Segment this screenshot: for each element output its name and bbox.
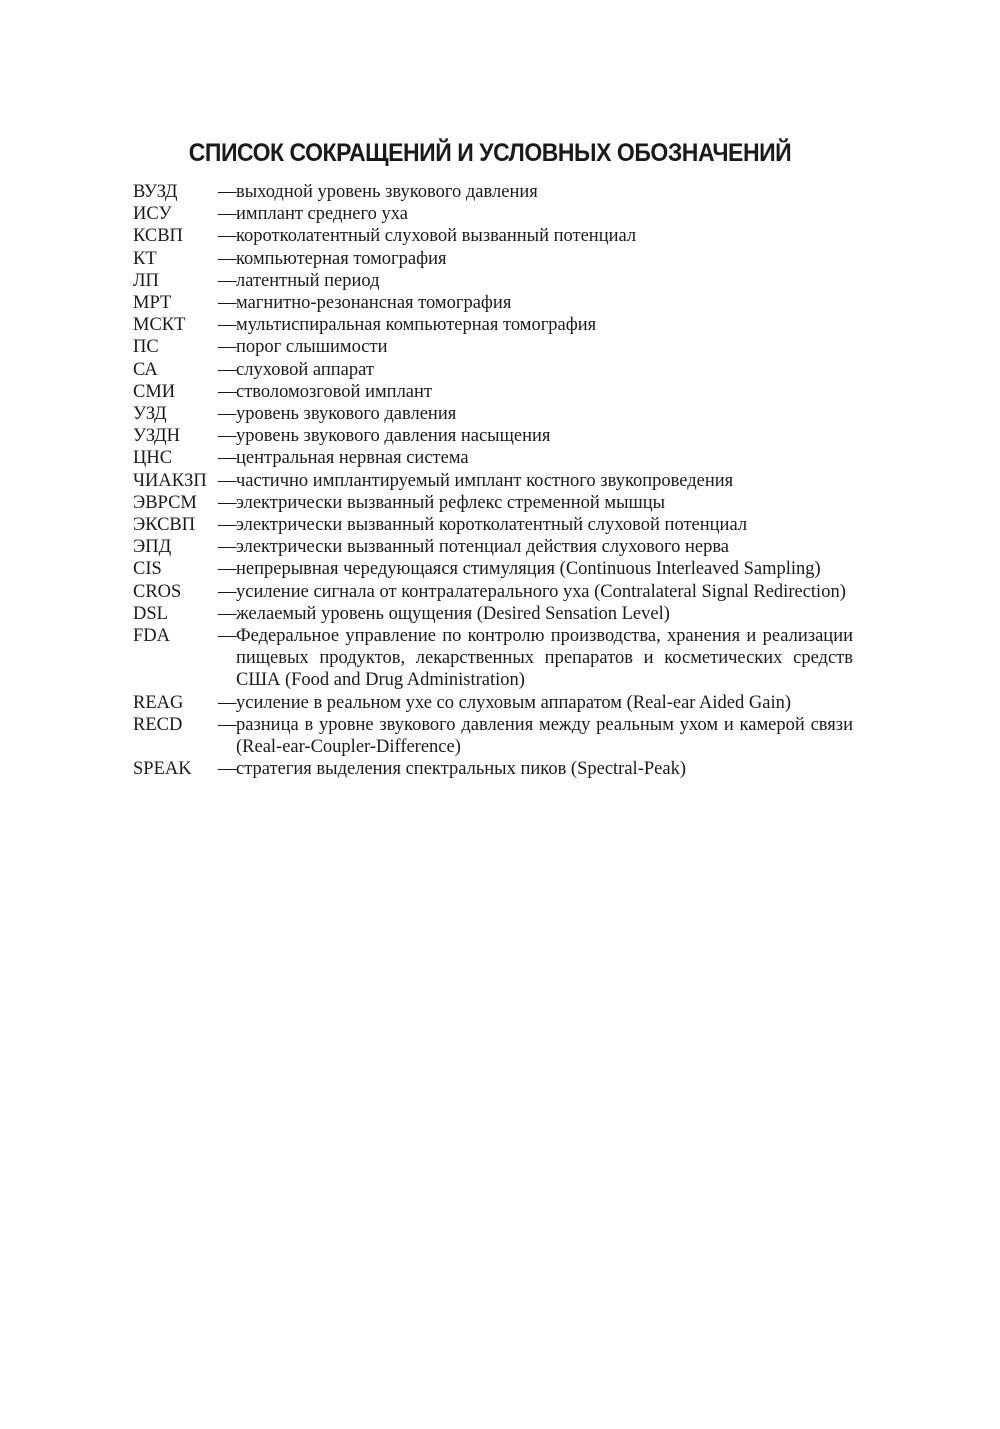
list-item — [133, 359, 853, 381]
dash-separator: — — [218, 182, 237, 202]
definition: уровень звукового давления насыщения — [236, 426, 551, 447]
list-item — [133, 758, 853, 780]
list-item — [133, 536, 853, 558]
dash-separator: — — [218, 559, 237, 580]
definition: частично имплантируемый имплант костного звукопроведения — [236, 470, 734, 491]
abbreviation: ЛП — [133, 270, 159, 291]
list-item — [133, 558, 853, 580]
definition: разница в уровне звукового давления между реальным ухом и камерой связи (Real-ear-Coupler-Difference) — [236, 714, 853, 758]
definition: магнитно-резонансная томография — [236, 293, 512, 314]
dash-separator: — — [218, 537, 237, 558]
list-item — [133, 292, 853, 314]
abbreviation: ВУЗД — [133, 182, 178, 202]
definition: выходной уровень звукового давления — [236, 182, 538, 202]
dash-separator: — — [218, 359, 237, 380]
abbreviation: RECD — [133, 714, 183, 735]
list-item — [133, 203, 853, 225]
abbreviation: СМИ — [133, 381, 176, 402]
definition: стволомозговой имплант — [236, 381, 433, 402]
abbreviation: ЭПД — [133, 537, 172, 558]
abbreviation: FDA — [133, 626, 171, 647]
dash-separator: — — [218, 603, 237, 624]
list-item — [133, 270, 853, 292]
definition: уровень звукового давления — [236, 404, 457, 425]
dash-separator: — — [218, 226, 237, 247]
dash-separator: — — [218, 448, 237, 469]
definition: стратегия выделения спектральных пиков (Spectral-Peak) — [236, 759, 686, 780]
list-item — [133, 248, 853, 270]
list-item — [133, 492, 853, 514]
abbreviation: DSL — [133, 603, 168, 624]
dash-separator: — — [218, 714, 237, 735]
list-item — [133, 181, 853, 203]
definition: непрерывная чередующаяся стимуляция (Continuous Interleaved Sampling) — [236, 559, 821, 580]
dash-separator: — — [218, 381, 237, 402]
list-item — [133, 514, 853, 536]
definition: порог слышимости — [236, 337, 388, 358]
abbreviation-list — [133, 181, 853, 780]
dash-separator: — — [218, 515, 237, 536]
dash-separator: — — [218, 204, 237, 225]
abbreviation: CIS — [133, 559, 162, 580]
definition: слуховой аппарат — [236, 359, 374, 380]
dash-separator: — — [218, 692, 237, 713]
definition: мультиспиральная компьютерная томография — [236, 315, 597, 336]
list-item — [133, 692, 853, 714]
abbreviation: КТ — [133, 248, 157, 269]
dash-separator: — — [218, 581, 237, 602]
abbreviation: ЦНС — [133, 448, 173, 469]
definition: центральная нервная система — [236, 448, 469, 469]
abbreviation: ИСУ — [133, 204, 172, 225]
definition: усиление в реальном ухе со слуховым аппаратом (Real-ear Aided Gain) — [236, 692, 792, 713]
abbreviation: ПС — [133, 337, 159, 358]
definition: имплант среднего уха — [236, 204, 408, 225]
definition: электрически вызванный рефлекс стременной мышцы — [236, 492, 666, 513]
list-item — [133, 470, 853, 492]
dash-separator: — — [218, 337, 237, 358]
list-item — [133, 581, 853, 603]
dash-separator: — — [218, 270, 237, 291]
definition: желаемый уровень ощущения (Desired Sensation Level) — [236, 603, 670, 624]
dash-separator: — — [218, 248, 237, 269]
list-item — [133, 625, 853, 692]
list-item — [133, 714, 853, 758]
definition: электрически вызванный потенциал действия слухового нерва — [236, 537, 730, 558]
list-item — [133, 314, 853, 336]
page-title: СПИСОК СОКРАЩЕНИЙ И УСЛОВНЫХ ОБОЗНАЧЕНИЙ — [188, 139, 792, 167]
dash-separator: — — [218, 426, 237, 447]
dash-separator: — — [218, 470, 237, 491]
abbreviation: МСКТ — [133, 315, 186, 336]
abbreviation: REAG — [133, 692, 184, 713]
list-item — [133, 447, 853, 469]
abbreviation: УЗДН — [133, 426, 180, 447]
list-item — [133, 403, 853, 425]
definition: усиление сигнала от контралатерального уха (Contralateral Signal Redirection) — [236, 581, 846, 602]
list-item — [133, 603, 853, 625]
dash-separator: — — [218, 626, 237, 647]
definition: электрически вызванный коротколатентный слуховой потенциал — [236, 515, 748, 536]
dash-separator: — — [218, 492, 237, 513]
abbreviation: СА — [133, 359, 158, 380]
list-item — [133, 381, 853, 403]
list-item — [133, 225, 853, 247]
list-item — [133, 425, 853, 447]
dash-separator: — — [218, 315, 237, 336]
abbreviation: SPEAK — [133, 759, 192, 780]
abbreviation: УЗД — [133, 404, 167, 425]
dash-separator: — — [218, 404, 237, 425]
dash-separator: — — [218, 759, 237, 780]
definition: коротколатентный слуховой вызванный потенциал — [236, 226, 637, 247]
definition: латентный период — [236, 270, 380, 291]
abbreviation: ЭВРСМ — [133, 492, 197, 513]
list-item — [133, 336, 853, 358]
abbreviation: МРТ — [133, 293, 172, 314]
abbreviation: CROS — [133, 581, 182, 602]
abbreviation: ЧИАКЗП — [133, 470, 207, 491]
definition: Федеральное управление по контролю производства, хранения и реализации пищевых продуктов, лекарственных препаратов и косметических средств США (Food and Drug Administration) — [236, 626, 853, 691]
abbreviation: ЭКСВП — [133, 515, 196, 536]
definition: компьютерная томография — [236, 248, 447, 269]
dash-separator: — — [218, 293, 237, 314]
abbreviation: КСВП — [133, 226, 183, 247]
